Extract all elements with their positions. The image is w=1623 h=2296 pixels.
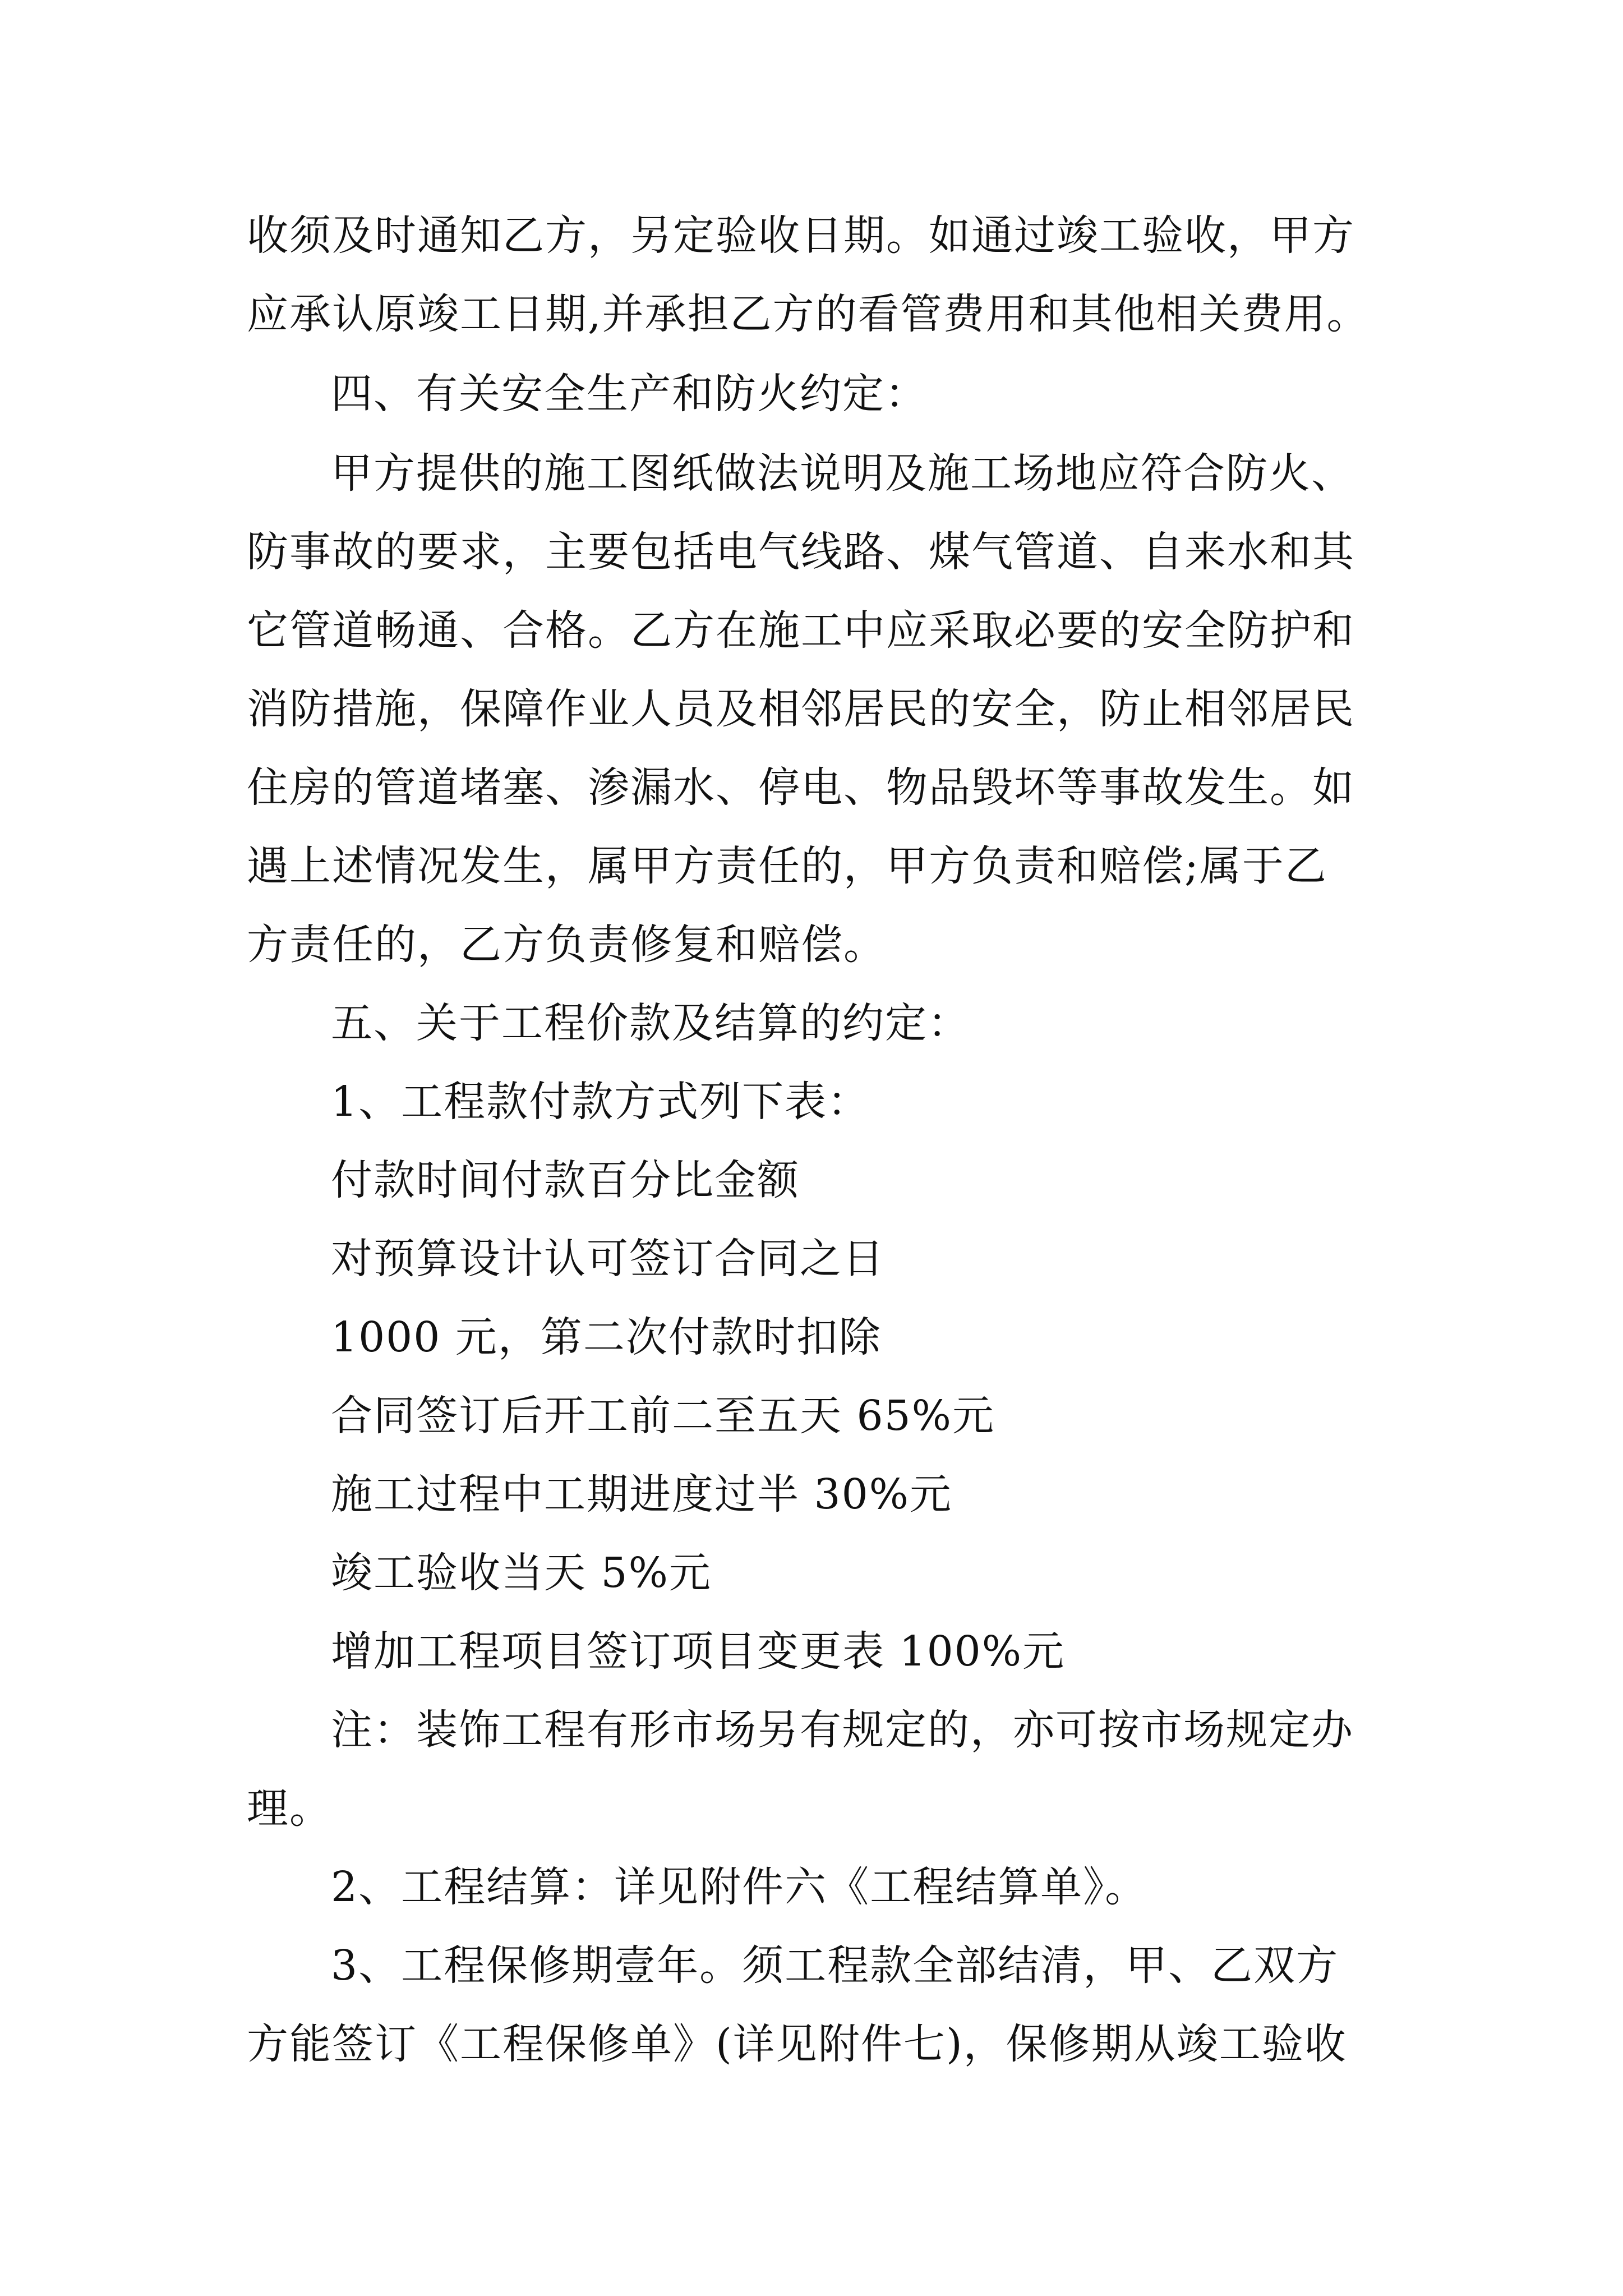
table-header-line: 付款时间付款百分比金额	[331, 1156, 800, 1204]
text-line: 它管道畅通、合格。乙方在施工中应采取必要的安全防护和	[247, 606, 1355, 655]
text-line: 住房的管道堵塞、渗漏水、停电、物品毁坏等事故发生。如	[247, 763, 1355, 812]
text-line: 2、工程结算：详见附件六《工程结算单》。	[331, 1863, 1148, 1911]
table-row-line: 竣工验收当天 5%元	[331, 1549, 712, 1597]
table-row-line: 施工过程中工期进度过半 30%元	[331, 1470, 952, 1519]
text-line: 甲方提供的施工图纸做法说明及施工场地应符合防火、	[331, 449, 1354, 498]
text-line: 1、工程款付款方式列下表：	[331, 1078, 870, 1126]
table-row-line: 合同签订后开工前二至五天 65%元	[331, 1392, 995, 1440]
text-line: 理。	[247, 1784, 332, 1833]
text-line: 收须及时通知乙方，另定验收日期。如通过竣工验收，甲方	[247, 211, 1355, 260]
text-line: 消防措施，保障作业人员及相邻居民的安全，防止相邻居民	[247, 685, 1355, 733]
table-row-line: 1000 元，第二次付款时扣除	[331, 1313, 882, 1361]
table-row-line: 对预算设计认可签订合同之日	[331, 1235, 885, 1283]
text-line: 应承认原竣工日期,并承担乙方的看管费用和其他相关费用。	[247, 290, 1370, 338]
text-line: 方能签订《工程保修单》(详见附件七)，保修期从竣工验收	[247, 2020, 1347, 2068]
note-line: 注：装饰工程有形市场另有规定的，亦可按市场规定办	[331, 1706, 1354, 1754]
section-heading: 五、关于工程价款及结算的约定：	[331, 999, 970, 1047]
section-heading: 四、有关安全生产和防火约定：	[331, 370, 928, 418]
text-line: 方责任的，乙方负责修复和赔偿。	[247, 921, 886, 969]
text-line: 遇上述情况发生，属甲方责任的，甲方负责和赔偿;属于乙	[247, 842, 1327, 890]
text-line: 防事故的要求，主要包括电气线路、煤气管道、自来水和其	[247, 528, 1355, 576]
table-row-line: 增加工程项目签订项目变更表 100%元	[331, 1627, 1066, 1676]
text-line: 3、工程保修期壹年。须工程款全部结清，甲、乙双方	[331, 1941, 1339, 1990]
